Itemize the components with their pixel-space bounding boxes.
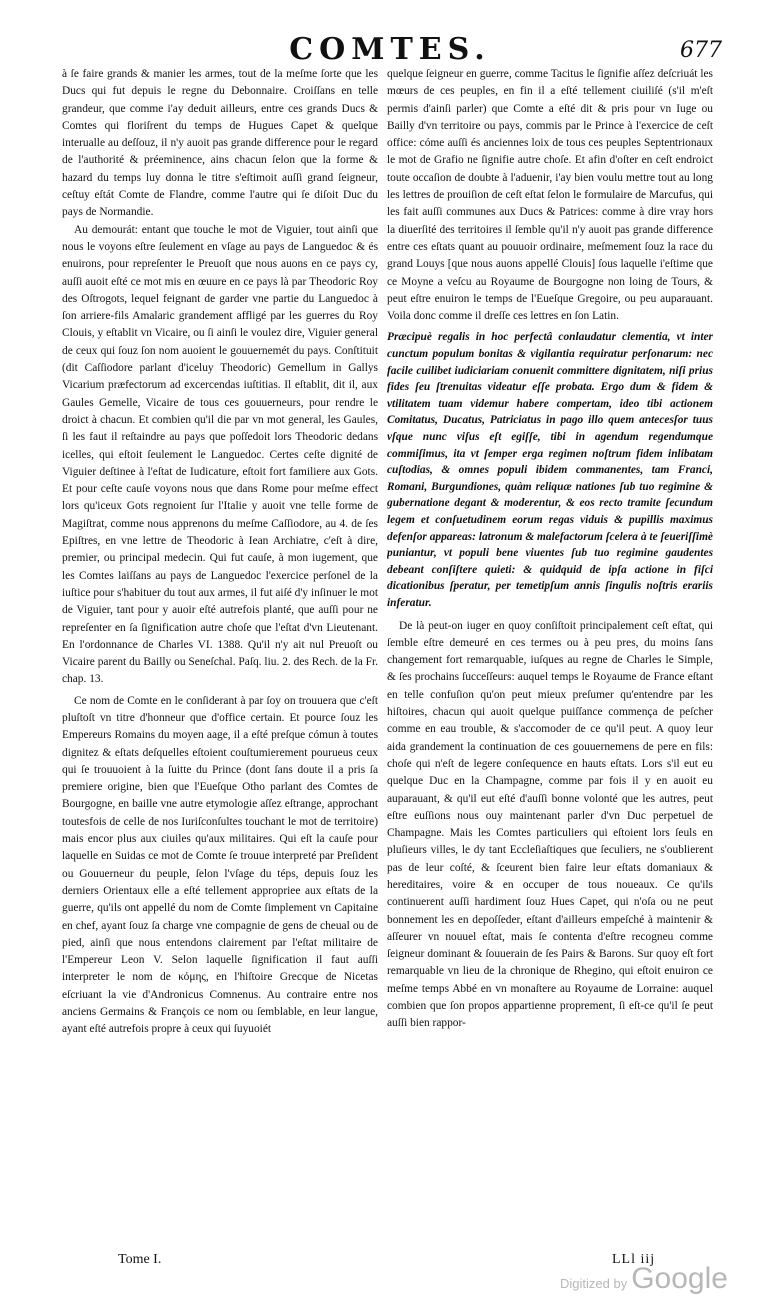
page-number: 677 — [680, 38, 722, 63]
paragraph: quelque ſeigneur en guerre, comme Tacitus le ſignifie aſſez deſcriuát les mœurs de ces peuples, en fin il a eſté tellement ciuiliſé (s'il m'eſt permis d'ainſi parler) que Comte a eſté dit & pris pour vn Iuge ou Bailly d'vn territoire ou pays, commis par le Prince à l'exercice de ceſt office: cóme auſſi és anciennes loix de tous ces peuples Septentrionaux le mot de Grafio ne ſignifie autre choſe. Et afin d'oſter en ceſt endroict toute occaſion de doubte à l'aduenir, i'ay bien voulu mettre tout au long les lettres de prouiſion de ceſt eſtat ſelon le formulaire de Marcufus, qui les fait auſſi communes aux Ducs & Patrices: comme à dire vray hors la diuerſité des territoires il ſemble qu'il n'y auoit pas grande difference entre ces eſtats quant au pouuoir ordinaire, meſmement ſouz la race du grand Louys [que nous auons appellé Clouis] ſous laquelle i'eſtime que ce Moyne a veſcu au Royaume de Bourgogne non loing de Tours, & peut eſtre enuiron le temps de l'Eueſque Gregoire, ou peu auparauant. Voila donc comme il dreſſe ces lettres en ſon Latin. — [387, 68, 713, 323]
latin-quotation: Præcipuè regalis in hoc perfectâ conlaudatur clementia, vt inter cunctum populum bonitas & vigilantia requiratur perſonarum: nec facile cuilibet iudiciariam conuenit committere dignitatem, niſi prius fides ſeu ſtrenuitas videatur eſſe probata. Ergo dum & fidem & vtilitatem tuam videmur habere compertam, ideo tibi actionem Comitatus, Ducatus, Patriciatus in pago illo quem antecesſor tuus vſque nunc viſus eſt egiſſe, tibi in agendum regendumque commiſimus, ita vt ſemper erga regimen noſtrum fidem inlibatam cuſtodias, & omnes populi ibidem commanentes, tam Franci, Romani, Burgundiones, quàm reliquæ nationes ſub tuo regimine & gubernatione degant & moderentur, & eos recto tramite ſecundum legem et conſuetudinem eorum regas viduis & pupillis maximus defenſor appareas: latronum & malefactorum ſcelera à te ſeueriſſimè puniantur, vt populi bene viuentes ſub tuo regimine gaudentes debeant conſiſtere quieti: & quidquid de ipſa actione in fiſci dicationibus ſperatur, per temetipſum annis ſingulis noſtris erariis inferatur. — [387, 331, 713, 609]
google-logo: Google — [631, 1262, 728, 1295]
paragraph: à ſe faire grands & manier les armes, tout de la meſme ſorte que les Ducs qui fut depuis le regne du Debonnaire. Croiſſans en telle grandeur, que comme i'ay deduit ailleurs, entre ces grands Ducs & Comtes qui floriſrent du temps de Hugues Capet & quelque interualle au deſſouz, il n'y auoit pas grande difference pour le regard de l'authorité & préeminence, ains chacun ſelon que la forme & hazard du temps luy donna le titre s'eſtimoit auſſi grand ſeigneur, ceſtuy eſtát Comte de Flandre, comme l'autre qui ſe diſoit Duc du pays de Normandie. — [62, 68, 378, 219]
paragraph: De là peut-on iuger en quoy conſiſtoit principalement ceſt eſtat, qui ſemble eſtre demeuré en ces termes ou à peu pres, du moins ſans changement fort remarquable, iuſques au regne de Charles le Simple, & ſes prochains ſucceſſeurs: auquel temps le Royaume de France eſtant en telle confuſion qu'on peut mieux preſumer qu'entendre par les hiſtoires, chacun qui auoit quelque puiſſance commença de peſcher comme en eau trouble, & s'accomoder de ce qu'il peut. A quoy leur aida grandement la continuation de ces gouuernemens de pere en fils: choſe qui n'eſt de legere conſequence en hauts eſtats. Lors s'il eut eu quelque Duc en la Champagne, comme par fois il y en auoit eu auparauant, & qu'il eut eſté d'auſſi bonne volonté que les autres, peut eſtre euſſions nous ouy maintenant parler d'vn Duc perpetuel de Champagne. Mais les Comtes particuliers qui eſtoient lors ſeuls en pluſieurs villes, le dy tant Eccleſiaſtiques que ſeculiers, ne s'oublierent pas de leur coſté, & ſceurent bien faire leur eſtats domaniaux & hereditaires, voire & en occuper de tous noueaux. Ce qu'ils continuerent auſſi hardiment ſouz Hues Capet, qui n'oſa ou ne peut bonnement les en depoſſeder, eſtant d'ailleurs empeſché à maintenir & aſſeurer vn nouuel eſtat, mais ſe contenta d'eſtre recogneu comme ſeigneur dominant & ſouuerain de ſes Pairs & Barons. Sur quoy eſt fort remarquable vn lieu de la chronique de Rhegino, qui eſtoit enuiron ce meſme temps Abbé en vn monaſtere au Royaume de Lorraine: auquel combien que ſon propos appartienne proprement, ſi eſt-ce qu'il ſe peut auſſi bien rappor- — [387, 619, 713, 1030]
paragraph: Au demourát: entant que touche le mot de Viguier, tout ainſi que nous le voyons eſtre ſeulement en vſage au pays de Languedoc & és enuirons, pour repreſenter le Preuoſt que nous auons en ce pays cy, auſſi auoit eſté ce mot mis en œuure en ce pays là par Theodoric Roy des Oſtrogots, lequel feignant de garder vne partie du Languedoc à ſon arriere-fils Amalaric grandement affligé par les guerres du Roy Clouis, y eſtablit vn Vicaire, ou ſi ainſi le voulez dire, Viguier general de ceux qui ſouz ſon nom auoient le gouuernemét du pays. Conſtituit (dit Caſſiodore parlant d'iceluy Theodoric) Gemellum in Gallys Vicarium præfectorum ad excercendas iuſtitias. Il eſtablit, dit il, aux Gaules Gemelle, Vicaire de tous ces gouuerneurs, pour rendre le droict à chacun. Et combien qu'il die par vn mot general, les Gaules, ſi les faut il reſtaindre au pays que poſſedoit lors Theodoric dedans icelles, qui eſtoit ſeulement le Languedoc. Certes ceſte dignité de Viguier deſtinee à l'eſtat de Iudicature, eſtoit fort familiere aux Gots. Et pour ceſte cauſe voyons nous que dans Rome pour meſme effect lors qu'iceux Gots regnoient ſur l'Italie y auoit vne telle forme de Magiſtrat, comme nous apprenons du meſme Caſſiodore, au 4. de ſes Epiſtres, en vne lettre de Theodoric à Iean Archiatre, c'eſt à dire, premier, ou principal medecin. Qui fut cauſe, à mon iugement, que les Comtes laiſſans au pays de Languedoc l'exercice perſonel de la iuſtice pour s'habituer du tout aux armes, il fut aiſé d'y inſinuer le mot de Viguier, tant pour y auoir eſté autrefois planté, que auſſi pour ne repreſenter en ſa ſignification autre choſe que l'eſtat d'vn Lieutenant. En l'ordonnance de Charles VI. 1388. Qu'il n'y ait nul Preuoſt ou Vicaire parent du Bailly ou Seneſchal. Paſq. liu. 2. des Rech. de la Fr. chap. 13. — [62, 223, 378, 686]
right-column — [387, 66, 713, 1246]
volume-label: Tome I. — [118, 1252, 162, 1267]
watermark-prefix: Digitized by — [560, 1276, 628, 1291]
paragraph: Ce nom de Comte en le conſiderant à par ſoy on trouuera que c'eſt pluſtoſt vn titre d'honneur que d'office certain. Et pource ſouz les Empereurs Romains du moyen aage, il a eſté preſque cómun à toutes dignitez & eſtats deſquelles eſtoient couſtumierement pourueus ceux qui ſe trouuoient à la ſuitte du Prince (dont ſans doute il a pris ſa premiere origine, bien que l'Eueſque Otho parlant des Comtes de Bourgogne, en baille vne autre etymologie aſſez eſtrange, approchant toutesfois de celle de nos Iuriſconſultes touchant le mot de territoire) mais encor plus aux ciuiles qu'aux militaires. Qui eſt la cauſe pour laquelle en Suidas ce mot de Comte ſe trouue interpreté par Preſident ou Gouuerneur du peuple, ſelon l'vſage du téps, depuis ſouz les derniers Orientaux elle a eſté tellement appropriee aux eſtats de la guerre, qu'ils ont appellé du nom de Comte ſimplement vn Capitaine en chef, ayant ſouz ſa charge vne compagnie de gens de cheual ou de pied, ainſi que nous entendons clairement par l'eſtat militaire de l'Empereur Leon V. Selon laquelle ſignification il faut auſſi interpreter le nom de κόμης, en l'hiſtoire Grecque de Nicetas eſcriuant la vie d'Andronicus Comnenus. Au contraire entre nos anciens Germains & François ce nom ou ſemblable, en leur langue, ayant eſté autrefois propre à ceux qui ſuyuoiét — [62, 694, 378, 1036]
digitized-watermark — [560, 1262, 728, 1296]
signature-mark: LLl iij — [612, 1252, 656, 1267]
left-column — [62, 66, 378, 1246]
page-title: COMTES. — [289, 32, 491, 67]
